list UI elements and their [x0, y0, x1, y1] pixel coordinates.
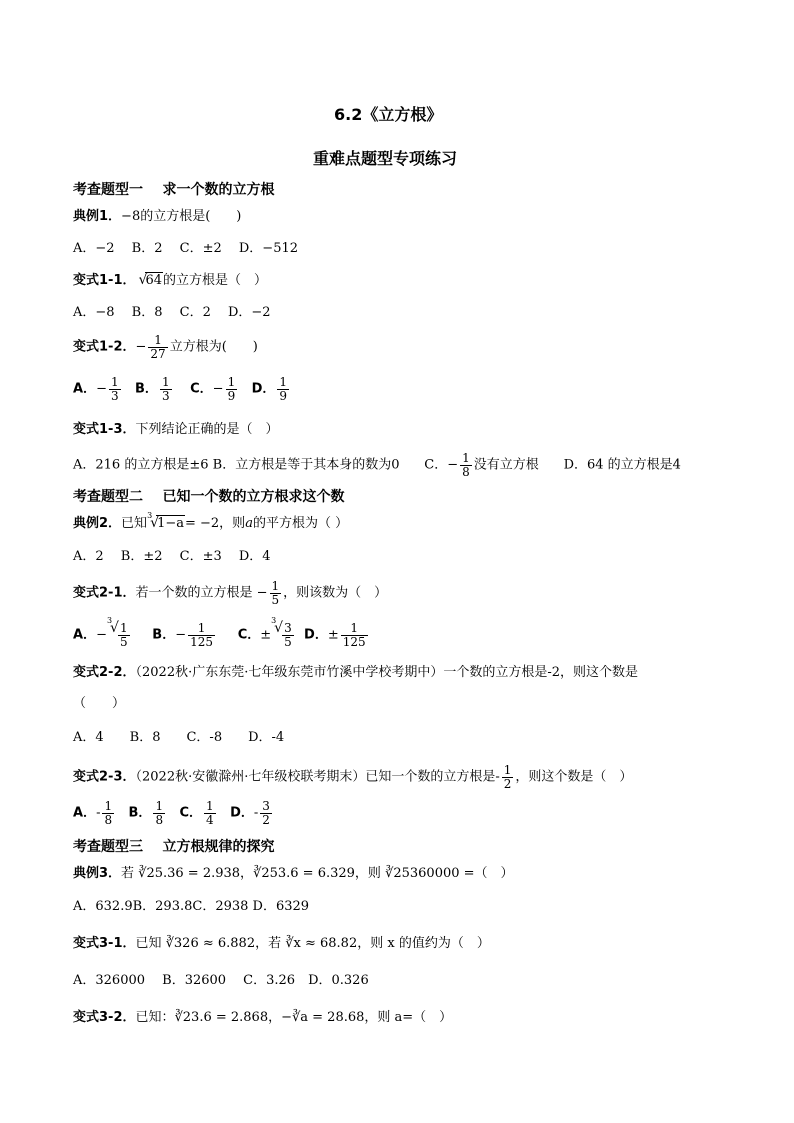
- sign: −: [96, 627, 107, 643]
- option-fraction: [160, 376, 172, 402]
- option-fraction: [277, 376, 289, 402]
- question-value: −8: [121, 209, 141, 224]
- radical-sign-icon: √: [274, 620, 284, 636]
- option-fraction: [118, 622, 130, 648]
- radical-index: 3: [147, 511, 153, 520]
- sign: −: [96, 381, 107, 397]
- sign: -: [253, 805, 259, 821]
- sign: −: [135, 339, 147, 355]
- option-label: A．: [73, 805, 97, 821]
- section-heading-1: [73, 183, 275, 197]
- radical-index: 3: [106, 616, 113, 625]
- option-label: D．: [251, 381, 276, 397]
- option-label: C．: [179, 805, 203, 821]
- question-label: 变式2-3．: [73, 769, 136, 785]
- sign: -: [96, 805, 101, 821]
- cube-root-expression: [271, 616, 296, 649]
- question-text: 的立方根是( ): [140, 209, 242, 224]
- option-label: B．: [135, 381, 158, 397]
- radicand: 1−a: [157, 516, 184, 531]
- options-variant-1-2: [73, 376, 291, 402]
- numerator: 1: [148, 334, 167, 348]
- options-variant-1-3: [73, 452, 681, 478]
- page-title: 6.2《立方根》: [334, 105, 443, 124]
- question-text: （2022秋·安徽滁州·七年级校联考期末）已知一个数的立方根是-: [135, 769, 500, 785]
- question-example-2: [73, 511, 349, 531]
- options-example-1: A．−2 B．2 C．±2 D．−512: [73, 241, 299, 256]
- option-fraction: [188, 622, 215, 648]
- option-label: D．: [230, 805, 254, 821]
- numerator: 3: [284, 621, 292, 635]
- option-label: A．: [73, 627, 97, 643]
- option-label: C．: [237, 627, 261, 643]
- numerator: 1: [119, 621, 128, 635]
- numerator: 1: [161, 375, 170, 389]
- numerator: 1: [503, 763, 512, 777]
- option-label: B．: [128, 805, 152, 821]
- question-example-3: [73, 867, 514, 880]
- variable: a: [245, 516, 253, 531]
- denominator: 8: [104, 812, 113, 827]
- option-c-text: 没有立方根: [473, 457, 539, 473]
- question-variant-2-2: [73, 666, 638, 679]
- numerator: 1: [155, 799, 164, 813]
- question-label: 典例3．: [73, 866, 122, 881]
- question-text: 的立方根是（ ）: [163, 273, 268, 288]
- sign: −: [212, 381, 224, 397]
- denominator: 4: [206, 812, 214, 827]
- option-fraction: [341, 622, 368, 648]
- numerator: 3: [262, 799, 270, 813]
- fraction: [502, 764, 514, 790]
- question-text: 若一个数的立方根是 −: [135, 585, 268, 601]
- question-text: 下列结论正确的是（ ）: [135, 422, 279, 437]
- fraction: [148, 334, 167, 360]
- denominator: 8: [462, 464, 470, 479]
- options-example-3: A．632.9B．293.8C．2938 D．6329: [73, 899, 310, 914]
- denominator: 3: [161, 388, 170, 403]
- question-variant-2-2-cont: （ ）: [73, 696, 126, 711]
- sqrt-expression: [136, 274, 164, 287]
- section-text: 立方根规律的探究: [162, 839, 275, 855]
- options-variant-1-1: A．−8 B．8 C．2 D．−2: [73, 305, 271, 320]
- question-text: ，则该数为（ ）: [283, 585, 388, 601]
- denominator: 2: [503, 776, 512, 791]
- option-label: B．: [152, 627, 176, 643]
- option-fraction: [460, 452, 472, 478]
- numerator: 1: [206, 799, 214, 813]
- options-variant-2-3: [73, 800, 274, 826]
- numerator: 1: [110, 375, 119, 389]
- question-text: 已知 ∛326 ≈ 6.882，若 ∛x ≈ 68.82，则 x 的值约为（ ）: [135, 936, 490, 951]
- section-label: 考查题型三: [73, 839, 143, 855]
- section-heading-3: [73, 840, 275, 854]
- section-label: 考查题型二: [73, 489, 143, 505]
- question-label: 变式2-2．: [73, 665, 136, 680]
- numerator: 1: [188, 622, 215, 636]
- option-fraction: [204, 800, 216, 826]
- question-variant-2-3: [73, 764, 632, 790]
- denominator: 5: [119, 634, 128, 649]
- question-variant-1-1: [73, 274, 267, 287]
- option-d: D．64 的立方根是4: [563, 457, 681, 473]
- numerator: 1: [341, 622, 368, 636]
- question-example-1: [73, 210, 241, 223]
- question-text: = −2，则: [184, 516, 246, 531]
- sign: ±: [327, 627, 339, 643]
- question-text: 已知: [121, 516, 148, 531]
- option-fraction: [109, 376, 121, 402]
- option-label: A．: [73, 381, 97, 397]
- fraction: [270, 580, 282, 606]
- option-fraction: [226, 376, 238, 402]
- question-variant-2-1: [73, 580, 387, 606]
- sign: ±: [260, 627, 272, 643]
- option-fraction: [282, 622, 294, 648]
- numerator: 1: [271, 579, 280, 593]
- option-label: D．: [304, 627, 328, 643]
- section-heading-2: [73, 490, 345, 504]
- radical-sign-icon: √: [109, 620, 119, 636]
- radical-sign-icon: √: [138, 272, 148, 288]
- cube-root-expression: [106, 616, 132, 649]
- option-c-label: C．−: [424, 457, 459, 473]
- numerator: 1: [227, 375, 236, 389]
- option-label: C．: [190, 381, 213, 397]
- section-text: 已知一个数的立方根求这个数: [162, 489, 345, 505]
- options-example-2: A．2 B．±2 C．±3 D．4: [73, 549, 271, 564]
- question-label: 变式1-2．: [73, 339, 136, 355]
- question-variant-3-1: [73, 937, 490, 950]
- option-fraction: [102, 800, 114, 826]
- option-fraction: [260, 800, 272, 826]
- denominator: 3: [110, 388, 119, 403]
- numerator: 1: [462, 451, 470, 465]
- question-label: 典例2．: [73, 516, 122, 531]
- denominator: 125: [342, 634, 366, 649]
- question-label: 变式2-1．: [73, 585, 136, 601]
- denominator: 27: [150, 346, 166, 361]
- question-text: 立方根为( ): [169, 339, 258, 355]
- question-label: 典例1．: [73, 209, 122, 224]
- question-variant-1-2: [73, 334, 258, 360]
- page-subtitle: 重难点题型专项练习: [313, 149, 458, 168]
- question-text: ，则这个数是（ ）: [515, 769, 633, 785]
- question-variant-1-3: [73, 423, 279, 436]
- denominator: 5: [271, 592, 280, 607]
- question-text: 若 ∛25.36 = 2.938，∛253.6 = 6.329，则 ∛25360000 =（ ）: [121, 866, 514, 881]
- question-text: 已知：∛23.6 = 2.868，−∛a = 28.68，则 a=（ ）: [135, 1010, 453, 1025]
- question-text: 的平方根为（ ）: [252, 516, 349, 531]
- radicand: 64: [145, 273, 163, 288]
- question-label: 变式3-1．: [73, 936, 136, 951]
- option-fraction: [153, 800, 165, 826]
- radical-index: 3: [271, 616, 277, 625]
- numerator: 1: [104, 799, 113, 813]
- options-variant-3-1: A．326000 B．32600 C．3.26 D．0.326: [73, 973, 369, 988]
- option-a: A．216 的立方根是±6: [73, 457, 209, 473]
- denominator: 5: [284, 634, 292, 649]
- sign: −: [175, 627, 187, 643]
- question-label: 变式1-1．: [73, 273, 136, 288]
- options-variant-2-2: A．4 B．8 C．-8 D．-4: [73, 730, 285, 745]
- question-label: 变式1-3．: [73, 422, 136, 437]
- denominator: 8: [155, 812, 164, 827]
- denominator: 2: [262, 812, 270, 827]
- denominator: 9: [279, 388, 288, 403]
- radical-sign-icon: √: [150, 515, 159, 531]
- question-text: （2022秋·广东东莞·七年级东莞市竹溪中学校考期中）一个数的立方根是-2，则这个数是: [135, 665, 639, 680]
- numerator: 1: [279, 375, 288, 389]
- question-label: 变式3-2．: [73, 1010, 136, 1025]
- question-variant-3-2: [73, 1011, 452, 1024]
- option-b: B．立方根是等于其本身的数为0: [212, 457, 400, 473]
- section-text: 求一个数的立方根: [162, 182, 275, 198]
- denominator: 125: [190, 634, 214, 649]
- cube-root-expression: [147, 511, 185, 531]
- denominator: 9: [227, 388, 236, 403]
- options-variant-2-1: [73, 616, 370, 649]
- section-label: 考查题型一: [73, 182, 143, 198]
